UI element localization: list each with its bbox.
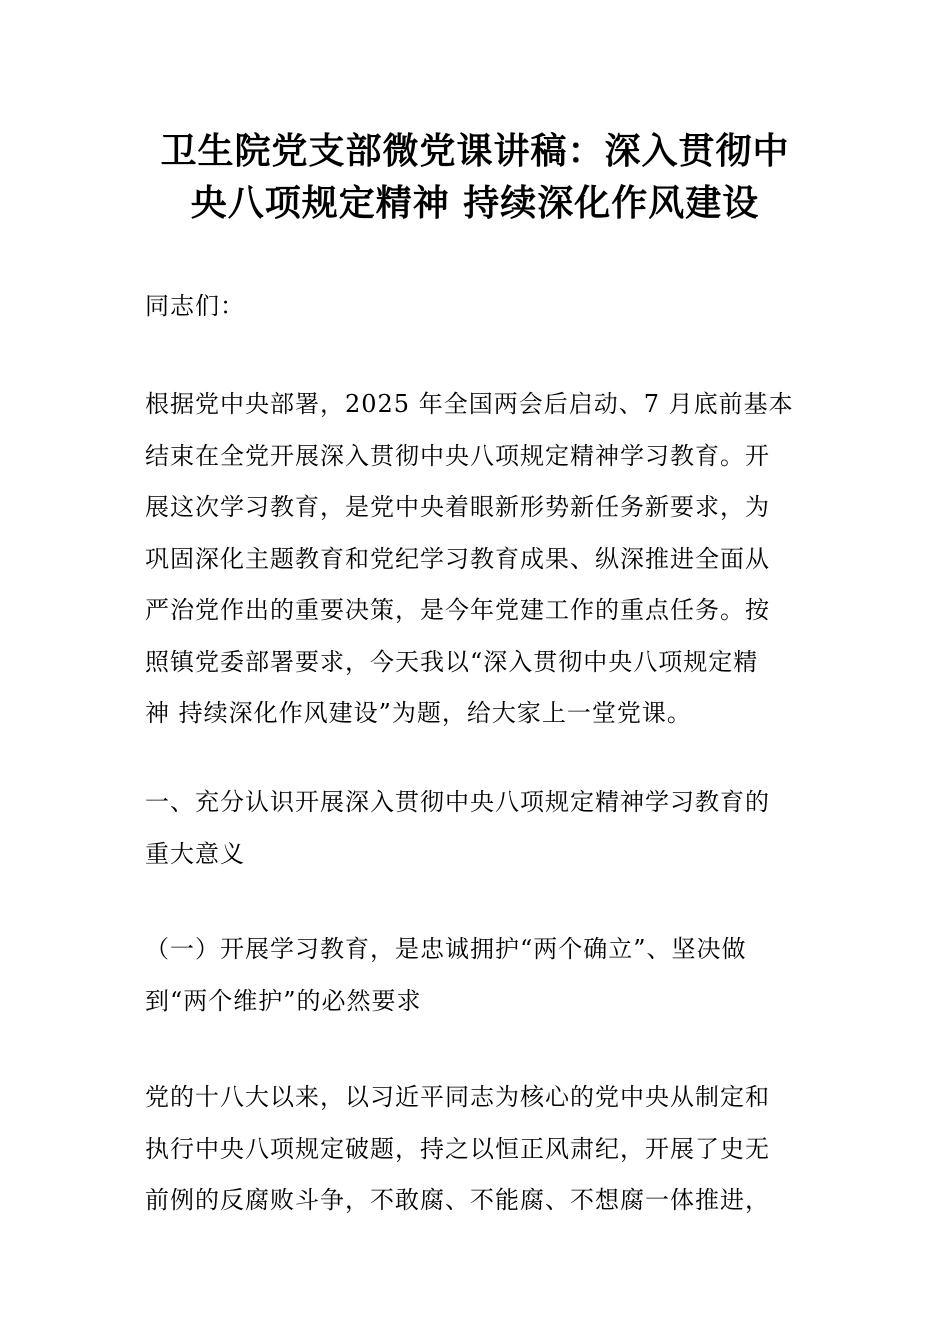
- title-line: 卫生院党支部微党课讲稿：深入贯彻中: [160, 131, 790, 172]
- text-line: 展这次学习教育，是党中央着眼新形势新任务新要求，为: [145, 493, 770, 521]
- text-line: 结束在全党开展深入贯彻中央八项规定精神学习教育。开: [145, 441, 770, 470]
- document-title: [130, 126, 820, 230]
- section-heading: [145, 777, 815, 880]
- text-line: 前例的反腐败斗争，不敢腐、不能腐、不想腐一体推进，: [145, 1186, 770, 1214]
- text-line: 照镇党委部署要求，今天我以“深入贯彻中央八项规定精: [145, 647, 759, 676]
- text-line: 根据党中央部署，2025 年全国两会后启动、7 月底前基本: [145, 390, 794, 418]
- text-line: 到“两个维护”的必然要求: [145, 986, 422, 1015]
- text-line: 神 持续深化作风建设”为题，给大家上一堂党课。: [145, 699, 692, 727]
- text-line: 党的十八大以来，以习近平同志为核心的党中央从制定和: [145, 1083, 770, 1111]
- subsection-heading: [145, 924, 815, 1027]
- text-line: 执行中央八项规定破题，持之以恒正风肃纪，开展了史无: [145, 1134, 770, 1163]
- intro-paragraph: [145, 379, 815, 740]
- text-line: （一）开展学习教育，是忠诚拥护“两个确立”、坚决做: [145, 935, 747, 963]
- text-line: 重大意义: [145, 839, 245, 868]
- text-line: 严治党作出的重要决策，是今年党建工作的重点任务。按: [145, 596, 770, 624]
- greeting: [145, 281, 815, 333]
- text-line: 一、充分认识开展深入贯彻中央八项规定精神学习教育的: [145, 788, 770, 816]
- body-paragraph: [145, 1072, 815, 1227]
- text-line: 巩固深化主题教育和党纪学习教育成果、纵深推进全面从: [145, 544, 770, 573]
- title-line: 央八项规定精神 持续深化作风建设: [190, 183, 760, 224]
- greeting-text: 同志们：: [145, 292, 245, 320]
